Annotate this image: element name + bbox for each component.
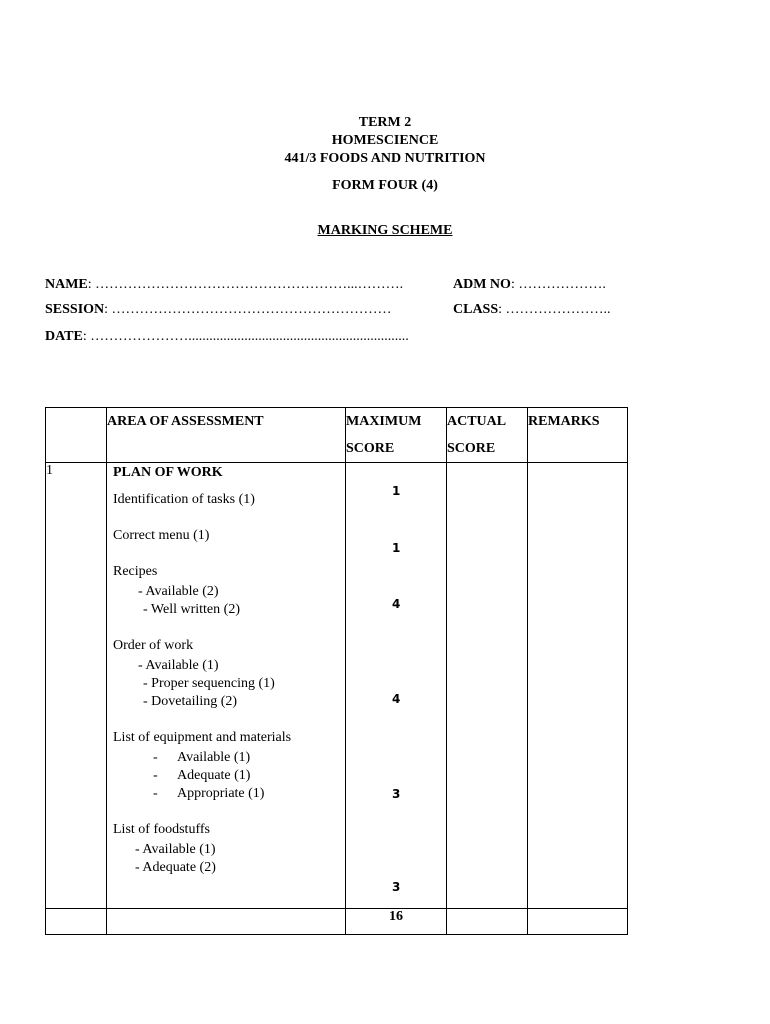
section-title: PLAN OF WORK [113, 465, 223, 480]
actual-score-cell [447, 463, 528, 909]
name-dots: : ………………………………………………...………. [87, 277, 404, 292]
score-order: 4 [392, 692, 401, 706]
adm-no-dots: : ………………. [510, 277, 606, 292]
equipment-available-line: Available (1) [177, 750, 251, 765]
menu-line: Correct menu (1) [113, 528, 210, 543]
session-label: SESSION [45, 302, 105, 317]
max-scores-cell [346, 463, 447, 909]
row-number: 1 [46, 463, 53, 478]
order-line: Order of work [113, 638, 194, 653]
remarks-header-label: REMARKS [528, 414, 600, 429]
max-score-header [346, 408, 447, 463]
actual-score-header-line1: ACTUAL [447, 414, 507, 429]
foodstuffs-line: List of foodstuffs [113, 822, 210, 837]
form-heading: FORM FOUR (4) [332, 178, 438, 193]
total-number-cell [46, 909, 107, 935]
class-label: CLASS [453, 302, 499, 317]
max-score-header-line1: MAXIMUM [346, 414, 422, 429]
equipment-bullet: - [153, 786, 158, 801]
recipes-written-line: - Well written (2) [143, 602, 240, 617]
actual-score-header-line2: SCORE [447, 441, 496, 456]
actual-score-header [447, 408, 528, 463]
session-field [45, 302, 392, 318]
remarks-cell [528, 463, 628, 909]
foodstuffs-adequate-line: - Adequate (2) [135, 860, 216, 875]
identification-line: Identification of tasks (1) [113, 492, 255, 507]
paper-heading: 441/3 FOODS AND NUTRITION [284, 151, 486, 166]
score-menu: 1 [392, 541, 401, 555]
order-sequencing-line: - Proper sequencing (1) [143, 676, 275, 691]
order-available-line: - Available (1) [138, 658, 219, 673]
score-foodstuffs: 3 [392, 880, 401, 894]
total-remarks-cell [528, 909, 628, 935]
score-equipment: 3 [392, 787, 401, 801]
recipes-line: Recipes [113, 564, 158, 579]
total-value: 16 [389, 909, 403, 924]
name-field [45, 277, 403, 293]
row-number-cell [46, 463, 107, 909]
remarks-header [528, 408, 628, 463]
equipment-adequate-line: Adequate (1) [177, 768, 251, 783]
number-header-cell [46, 408, 107, 463]
class-field [453, 302, 611, 318]
name-label: NAME [45, 277, 88, 292]
table-header-row [46, 408, 628, 463]
session-dots: : …………………………………………………… [104, 302, 392, 317]
foodstuffs-available-line: - Available (1) [135, 842, 216, 857]
recipes-available-line: - Available (2) [138, 584, 219, 599]
term-heading: TERM 2 [358, 115, 412, 130]
total-max-score [346, 909, 447, 935]
adm-no-field [453, 277, 606, 293]
subject-heading: HOMESCIENCE [331, 133, 439, 148]
equipment-bullet: - [153, 768, 158, 783]
assessment-items-cell [107, 463, 346, 909]
table-row [46, 463, 628, 909]
score-identification: 1 [392, 484, 401, 498]
score-recipes: 4 [392, 597, 401, 611]
date-field [45, 329, 409, 345]
equipment-appropriate-line: Appropriate (1) [177, 786, 265, 801]
order-dovetailing-line: - Dovetailing (2) [143, 694, 238, 709]
adm-no-label: ADM NO [453, 277, 511, 292]
equipment-bullet: - [153, 750, 158, 765]
date-label: DATE [45, 329, 83, 344]
marking-table [45, 407, 628, 935]
area-header-label: AREA OF ASSESSMENT [107, 414, 264, 429]
class-dots: : ………………….. [498, 302, 611, 317]
max-score-header-line2: SCORE [346, 441, 395, 456]
total-area-cell [107, 909, 346, 935]
document-title: MARKING SCHEME [317, 223, 453, 238]
total-row [46, 909, 628, 935]
area-header [107, 408, 346, 463]
equipment-line: List of equipment and materials [113, 730, 292, 745]
date-dots: : …………………............................................................... [82, 329, 409, 344]
total-actual-cell [447, 909, 528, 935]
